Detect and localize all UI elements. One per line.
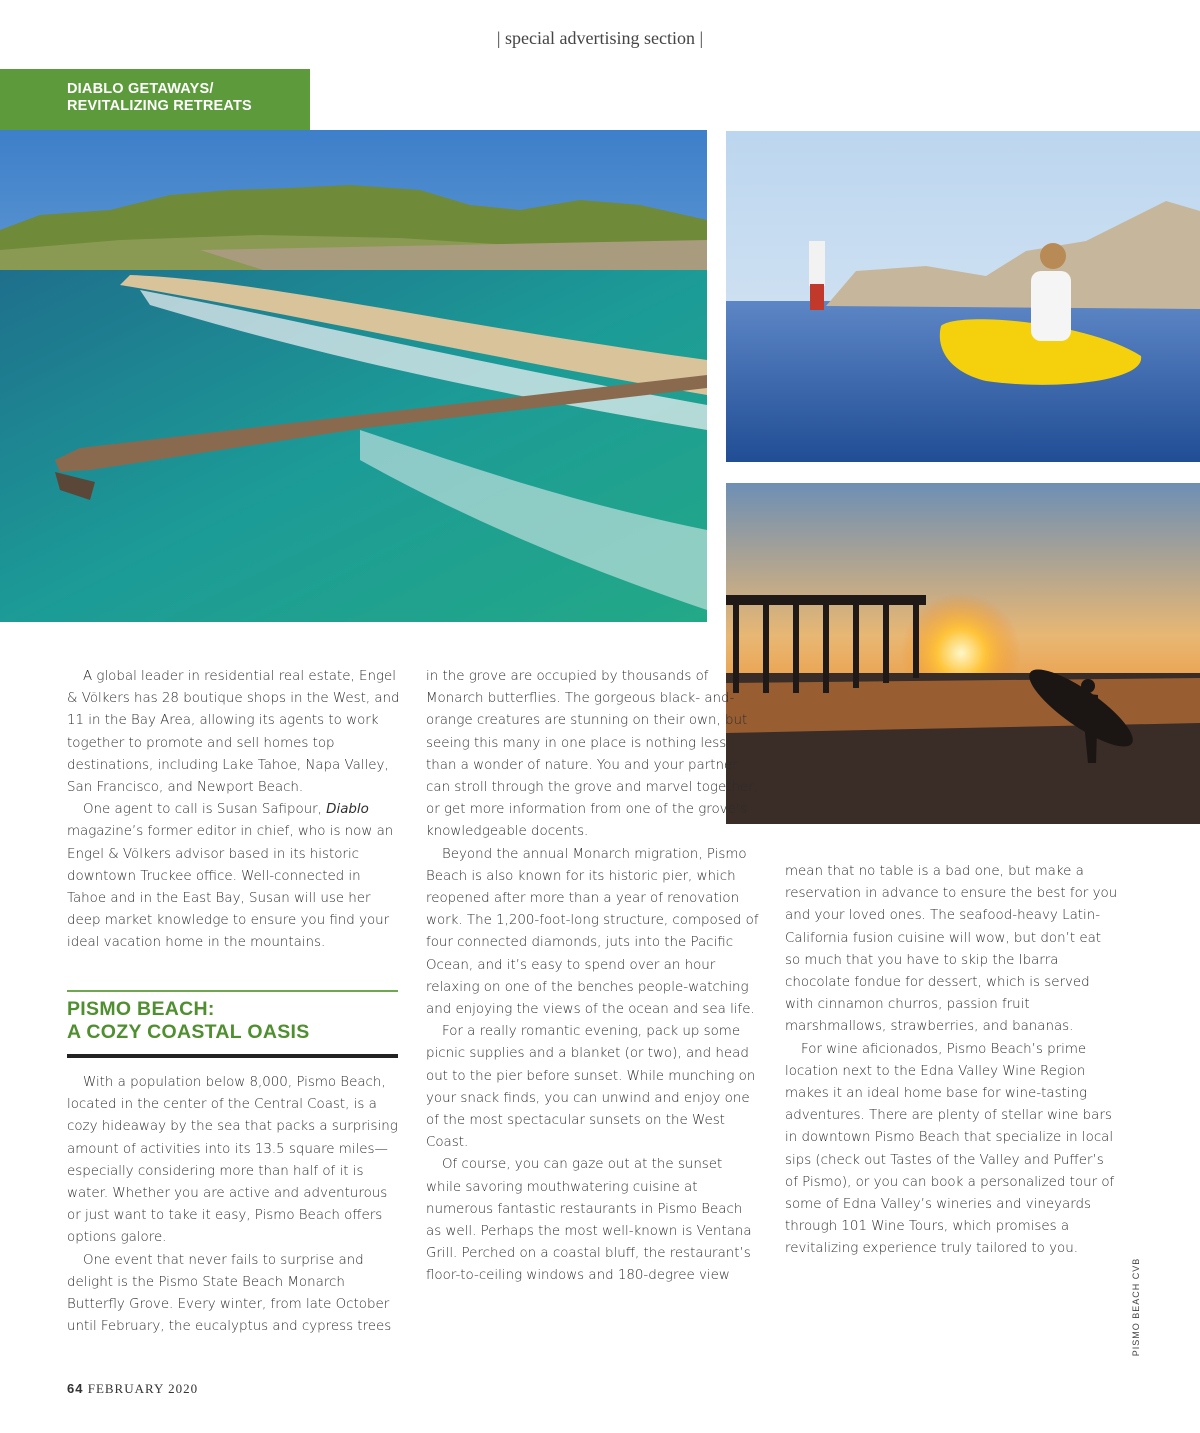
magazine-title: Diablo [326,802,369,818]
paragraph: Of course, you can gaze out at the sunset while savoring mouthwatering cuisine at numerous fantastic restaurants in Pismo Beach as well. Perhaps the most well-known is Ventana Grill. Perched on a coastal bluff, the restaurant’s floor-to-ceiling windows and 180-degree view [426,1157,752,1284]
article-column-3 [785,861,1120,1261]
paragraph: Beyond the annual Monarch migration, Pismo Beach is also known for its historic pier, which reopened after more than a year of renovation work. The 1,200-foot-long structure, composed of four connected diamonds, juts into the Pacific Ocean, and it’s easy to spend over an hour relaxing on one of the benches people-watching and enjoying the views of the ocean and sea life. [426,846,759,1018]
article-column-1-bottom [67,1072,400,1338]
text-run: magazine’s former editor in chief, who is now an Engel & Völkers advisor based in its historic downtown Truckee office. Well-connected in Tahoe and in the East Bay, Susan will use her deep market knowledge to ensure you find your ideal vacation home in the mountains. [67,824,394,951]
paragraph [67,799,400,954]
headline-line-2: A COZY COASTAL OASIS [67,1021,310,1043]
paragraph: For wine aficionados, Pismo Beach’s prime location next to the Edna Valley Wine Region makes it an ideal home base for wine-tasting adventures. There are plenty of stellar wine bars in downtown Pismo Beach that specialize in local sips (check out Tastes of the Valley and Puffer’s of Pismo), or you can book a personalized tour of some of Edna Valley’s wineries and vineyards through 101 Wine Tours, which promises a revitalizing experience truly tailored to you. [785,1041,1115,1257]
paragraph: With a population below 8,000, Pismo Beach, located in the center of the Central Coast, is a cozy hideaway by the sea that packs a surprising amount of activities into its 13.5 square miles—especially considering more than half of it is water. Whether you are active and adventurous or just want to take it easy, Pismo Beach offers options galore. [67,1075,398,1246]
article-column-1-top [67,666,400,955]
section-tab-line-2: REVITALIZING RETREATS [67,98,252,114]
paragraph: mean that no table is a bad one, but make a reservation in advance to ensure the best for you and your loved ones. The seafood-heavy Latin-California fusion cuisine will wow, but don’t eat so much that you have to skip the Ibarra chocolate fondue for dessert, which is served with cinnamon churros, passion fruit marshmallows, strawberries, and bananas. [785,864,1118,1035]
page-number: 64 [67,1381,84,1396]
text-run: One agent to call is Susan Safipour, [83,802,327,818]
section-tab-line-1: DIABLO GETAWAYS/ [67,81,214,97]
paragraph: in the grove are occupied by thousands of Monarch butterflies. The gorgeous black- and-orange creatures are stunning on their own, but seeing this many in one place is nothing less than a wonder of nature. You and your partner can stroll through the grove and marvel together, or get more information from one of the grove’s knowledgeable docents. [426,669,758,840]
article-column-2 [426,666,760,1288]
headline-line-1: PISMO BEACH: [67,998,215,1020]
sunset-surfer-photo [726,483,1200,824]
article-headline [67,998,398,1044]
aerial-pier-photo [0,130,707,622]
headline-bottom-rule [67,1054,398,1058]
paragraph: For a really romantic evening, pack up some picnic supplies and a blanket (or two), and head out to the pier before sunset. While munching on your snack finds, you can unwind and enjoy one of the most spectacular sunsets on the West Coast. [426,1024,756,1151]
issue-date: FEBRUARY 2020 [87,1381,199,1396]
headline-top-rule [67,990,398,992]
page-folio [67,1381,198,1397]
paragraph: A global leader in residential real estate, Engel & Völkers has 28 boutique shops in the West, and 11 in the Bay Area, allowing its agents to work together to promote and sell homes top destinations, including Lake Tahoe, Napa Valley, San Francisco, and Newport Beach. [67,669,400,796]
section-tab [0,69,310,130]
paragraph: One event that never fails to surprise and delight is the Pismo State Beach Monarch Butterfly Grove. Every winter, from late October until February, the eucalyptus and cypress trees [67,1252,392,1335]
section-label: | special advertising section | [496,28,704,48]
kayak-paddleboard-photo [726,131,1200,462]
photo-credit: PISMO BEACH CVB [1131,1257,1141,1357]
